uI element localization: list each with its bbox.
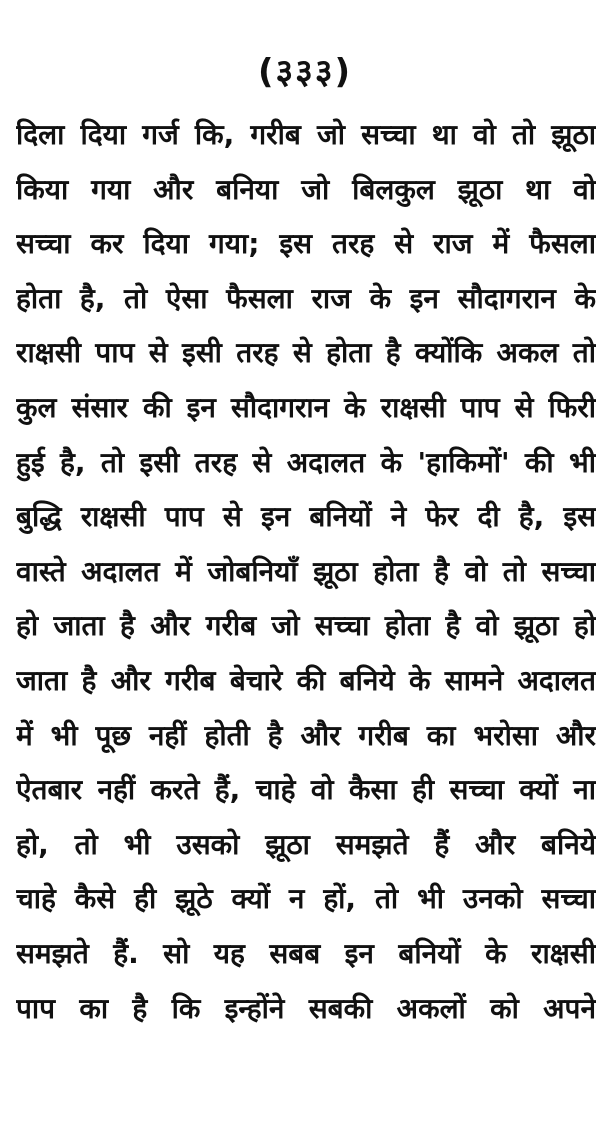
- text-line: राक्षसी पाप से इसी तरह से होता है क्योंकि अकल तो: [16, 336, 596, 370]
- page-number: (३३३): [257, 52, 353, 92]
- text-line: दिला दिया गर्ज कि, गरीब जो सच्चा था वो तो झूठा: [16, 118, 596, 151]
- text-line: पाप का है कि इन्होंने सबकी अकलों को अपने: [16, 991, 596, 1025]
- text-line: हो, तो भी उसको झूठा समझते हैं और बनिये: [16, 827, 596, 861]
- text-line: हो जाता है और गरीब जो सच्चा होता है वो झूठा हो: [16, 609, 596, 643]
- text-line: वास्ते अदालत में जोबनियाँ झूठा होता है वो तो सच्चा: [16, 554, 596, 588]
- text-line: समझते हैं. सो यह सबब इन बनियों के राक्षसी: [16, 936, 596, 970]
- text-line: हुई है, तो इसी तरह से अदालत के 'हाकिमों' की भी: [16, 445, 596, 479]
- text-line: सच्चा कर दिया गया; इस तरह से राज में फैसला: [16, 227, 596, 261]
- text-line: जाता है और गरीब बेचारे की बनिये के सामने अदालत: [16, 663, 596, 697]
- text-line: कुल संसार की इन सौदागरान के राक्षसी पाप से फिरी: [16, 390, 596, 424]
- body-text: [16, 108, 596, 1036]
- text-line: ऐतबार नहीं करते हैं, चाहे वो कैसा ही सच्चा क्यों ना: [16, 773, 596, 807]
- text-line: चाहे कैसे ही झूठे क्यों न हों, तो भी उनको सच्चा: [16, 882, 596, 916]
- text-line: किया गया और बनिया जो बिलकुल झूठा था वो: [16, 172, 596, 206]
- text-line: बुद्धि राक्षसी पाप से इन बनियों ने फेर दी है, इस: [16, 500, 596, 534]
- text-line: होता है, तो ऐसा फैसला राज के इन सौदागरान के: [16, 281, 596, 315]
- text-line: में भी पूछ नहीं होती है और गरीब का भरोसा और: [16, 718, 596, 752]
